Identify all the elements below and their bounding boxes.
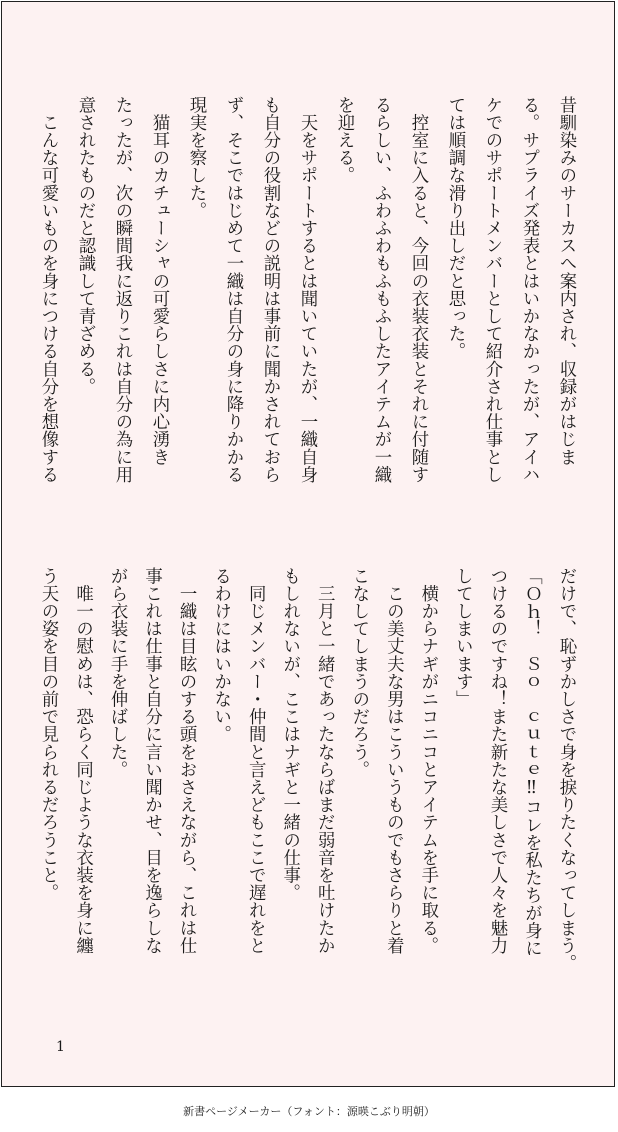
text-column: ず、そこではじめて一織は自分の身に降りかかる xyxy=(223,96,243,484)
text-column: 唯一の慰めは、恐らく同じような衣装を身に纏 xyxy=(72,567,93,955)
text-column: ケでのサポートメンバーとして紹介され仕事とし xyxy=(482,96,502,484)
text-column: 昔馴染みのサーカスへ案内され、収録がはじま xyxy=(556,96,576,466)
top-text-block xyxy=(36,96,574,542)
text-column: 「Ｏｈ！ Ｓｏ ｃｕｔｅ‼コレを私たちが身に xyxy=(521,567,542,957)
text-column: るらしい、ふわふわもふもふしたアイテムが一織 xyxy=(371,96,391,484)
text-column: う天の姿を目の前で見られるだろうこと。 xyxy=(38,567,58,902)
text-column: 同じメンバー・仲間と言えどもここで遅れをと xyxy=(245,567,266,955)
text-column: るわけにはいかない。 xyxy=(210,567,231,743)
text-column: こなしてしまうのだろう。 xyxy=(348,567,369,779)
bottom-text-block xyxy=(36,567,574,1013)
text-column: だけで、恥ずかしさで身を捩りたくなってしまう。 xyxy=(555,567,576,972)
text-column: 一織は目眩のする頭をおさえながら、これは仕 xyxy=(176,567,197,955)
text-column: 控室に入ると、今回の衣装衣装とそれに付随す xyxy=(408,96,428,484)
page-number: 1 xyxy=(56,1039,65,1055)
text-column: 事これは仕事と自分に言い聞かせ、目を逸らしな xyxy=(141,567,162,955)
text-column: 猫耳のカチューシャの可愛らしさに内心湧き xyxy=(149,96,169,466)
text-column: つけるのですね！また新たな美しさで人々を魅力 xyxy=(486,567,507,955)
text-column: 意されたものだと認識して青ざめる。 xyxy=(75,96,95,396)
text-column: この美丈夫な男はこういうものでもさらりと着 xyxy=(383,567,404,955)
footer-caption: 新書ページメーカー（フォント：源暎こぶり明朝） xyxy=(183,1105,435,1118)
text-column: たったが、次の瞬間我に返りこれは自分の為に用 xyxy=(112,96,132,484)
text-column: ては順調な滑り出しだと思った。 xyxy=(445,96,465,360)
text-column: を迎える。 xyxy=(334,96,354,184)
text-column: もしれないが、ここはナギと一緒の仕事。 xyxy=(279,567,300,902)
text-column: こんな可愛いものを身につける自分を想像する xyxy=(38,96,58,484)
text-column: してしまいます」 xyxy=(452,567,473,708)
text-column: 現実を察した。 xyxy=(186,96,206,220)
text-column: 天をサポートするとは聞いていたが、一織自身 xyxy=(297,96,317,484)
manuscript-page xyxy=(1,1,615,1087)
text-column: も自分の役割などの説明は事前に聞かされておら xyxy=(260,96,280,484)
text-column: る。サプライズ発表とはいかなかったが、アイハ xyxy=(519,96,539,484)
text-column: 三月と一緒であったならばまだ弱音を吐けたか xyxy=(314,567,335,955)
text-column: 横からナギがニコニコとアイテムを手に取る。 xyxy=(417,567,438,955)
text-column: がら衣装に手を伸ばした。 xyxy=(107,567,128,779)
